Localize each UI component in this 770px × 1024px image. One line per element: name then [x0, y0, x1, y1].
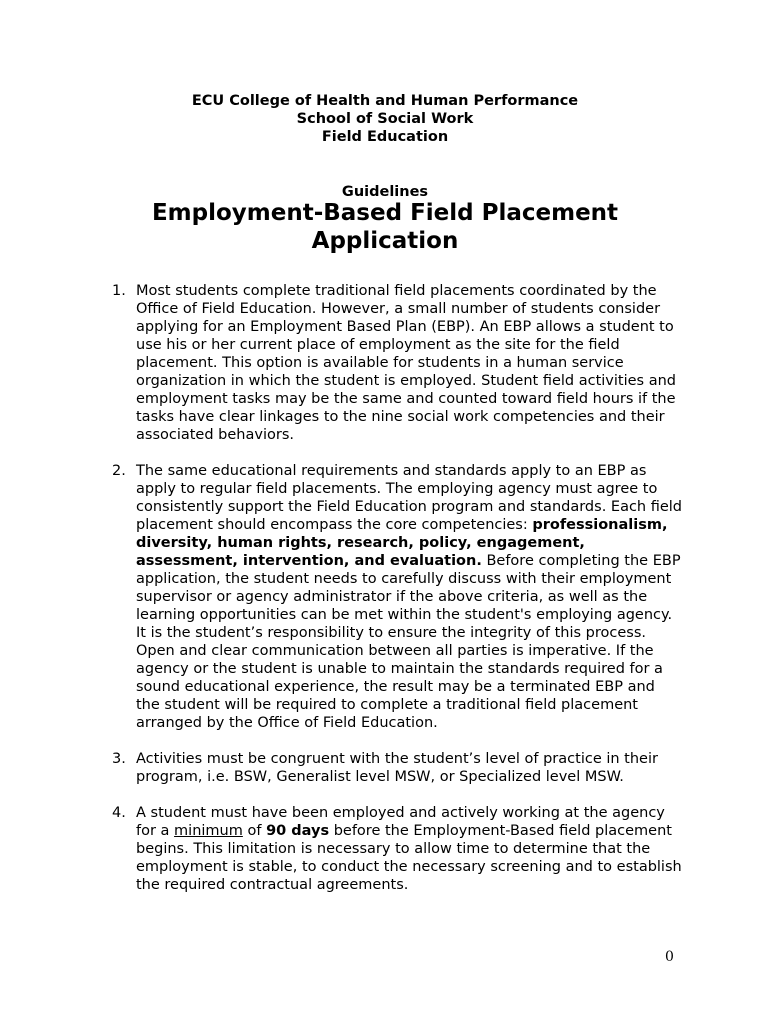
list-item-2	[112, 462, 682, 732]
item-text: A student must have been employed and actively working at the agency for a	[136, 805, 665, 839]
guidelines-list	[112, 282, 682, 912]
item-text-continued: Before completing the EBP application, the student needs to carefully discuss with their employment supervisor or agency administrator if the above criteria, as well as the learning opportunities can be met within the student's employing agency. It is the student’s responsibility to ensure the integrity of this process. Open and clear communication between all parties is imperative. If the agency or the student is unable to maintain the standards required for a sound educational experience, the result may be a terminated EBP and the student will be required to complete a traditional field placement arranged by the Office of Field Education.	[136, 553, 681, 731]
item-text-of: of	[242, 823, 267, 839]
guidelines-label: Guidelines	[341, 184, 429, 200]
list-item-3	[112, 750, 682, 786]
item-text: The same educational requirements and standards apply to an EBP as apply to regular field placements. The employing agency must agree to consistently support the Field Education program and standards. Each field placement should encompass the core competencies:	[136, 463, 683, 533]
item-number: 4.	[112, 805, 126, 821]
header-college: ECU College of Health and Human Performance	[191, 93, 579, 109]
item-text: Most students complete traditional field placements coordinated by the Office of Field Education. However, a small number of students consider applying for an Employment Based Plan (EBP). An EBP allows a student to use his or her current place of employment as the site for the field placement. This option is available for students in a human service organization in which the student is employed. Student field activities and employment tasks may be the same and counted toward field hours if the tasks have clear linkages to the nine social work competencies and their associated behaviors.	[136, 283, 676, 443]
item-text-continued: before the Employment-Based field placement begins. This limitation is necessary to allow time to determine that the employment is stable, to conduct the necessary screening and to establish the required contractual agreements.	[136, 823, 682, 893]
page-number: 0	[665, 949, 674, 965]
list-item-4	[112, 804, 682, 894]
list-item-1	[112, 282, 682, 444]
item-text: Activities must be congruent with the student’s level of practice in their program, i.e. BSW, Generalist level MSW, or Specialized level MSW.	[136, 751, 658, 785]
ninety-days-bold: 90 days	[266, 823, 330, 839]
item-number: 2.	[112, 463, 126, 479]
header-school: School of Social Work	[296, 111, 474, 127]
item-number: 1.	[112, 283, 126, 299]
minimum-underlined: minimum	[174, 823, 243, 839]
core-competencies-bold: professionalism, diversity, human rights, research, policy, engagement, assessment, intervention, and evaluation.	[136, 517, 668, 569]
institution-header	[0, 92, 770, 146]
header-department: Field Education	[321, 129, 449, 145]
page-title	[0, 199, 770, 255]
item-number: 3.	[112, 751, 126, 767]
title-line-2: Application	[311, 228, 459, 254]
title-line-1: Employment-Based Field Placement	[151, 200, 619, 226]
